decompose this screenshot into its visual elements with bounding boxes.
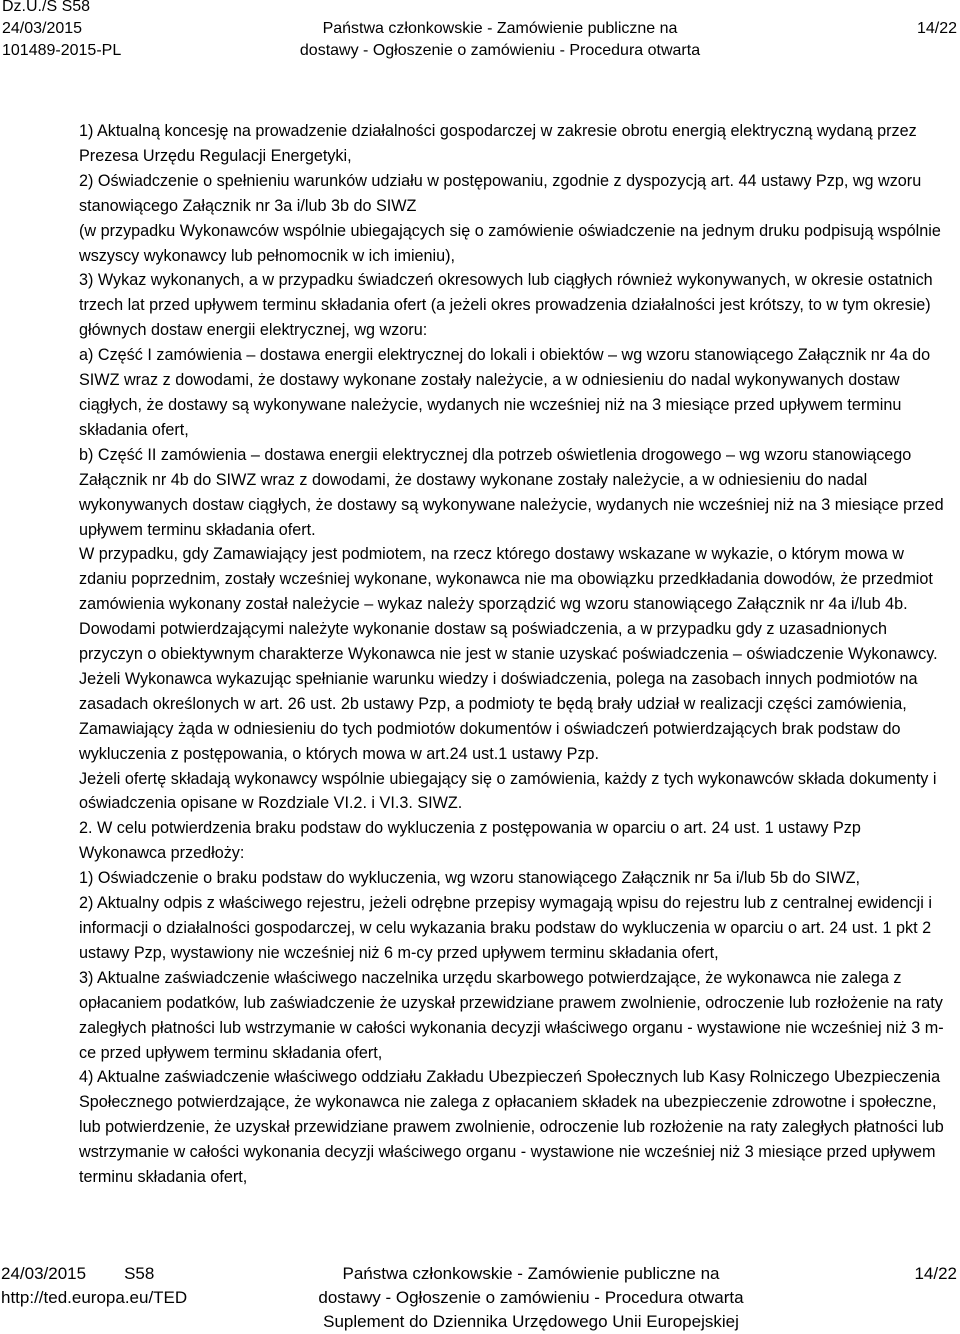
header-page-number: 14/22	[916, 20, 957, 37]
header-title-line-1: Państwa członkowskie - Zamówienie publiczne na	[322, 20, 678, 37]
paragraph: (w przypadku Wykonawców wspólnie ubiegających się o zamówienie oświadczenie na jednym druku podpisują wspólnie wszyscy wykonawcy lub pełnomocnik w ich imieniu),	[79, 221, 941, 265]
header-title-line-2: dostawy - Ogłoszenie o zamówieniu - Procedura otwarta	[299, 42, 701, 59]
paragraph: Jeżeli Wykonawca wykazując spełnianie warunku wiedzy i doświadczenia, polega na zasobach innych podmiotów na zasadach określonych w art. 26 ust. 2b ustawy Pzp, a podmioty te będą brały udział w realizacji części zamówienia, Zamawiający żąda w odniesieniu do tych podmiotów dokumentów i oświadczeń potwierdzających brak podstaw do wykluczenia z postępowania, o których mowa w art.24 ust.1 ustawy Pzp.	[79, 669, 918, 763]
footer-title	[318, 1262, 743, 1334]
paragraph: a) Część I zamówienia – dostawa energii elektrycznej do lokali i obiektów – wg wzoru stanowiącego Załącznik nr 4a do SIWZ wraz z dowodami, że dostawy wykonane zostały należycie, a w odniesieniu do nadal wykonywanych dostaw ciągłych, że dostawy są wykonywane należycie, wydanych nie wcześniej niż na 3 miesiące przed upływem terminu składania ofert,	[79, 346, 931, 439]
header-title	[300, 18, 700, 62]
notice-number: 101489-2015-PL	[2, 42, 122, 59]
paragraph: W przypadku, gdy Zamawiający jest podmiotem, na rzecz którego dostawy wskazane w wykazie, o którym mowa w zdaniu poprzednim, zostały wcześniej wykonane, wykonawca nie ma obowiązku przedkładania dowodów, że przedmiot zamówienia wykonany został należycie – wykaz należy sporządzić wg wzoru stanowiącego Załącznik nr 4a i/lub 4b.	[79, 545, 933, 614]
footer-url: http://ted.europa.eu/TED	[1, 1288, 188, 1307]
footer-title-line-2: dostawy - Ogłoszenie o zamówieniu - Procedura otwarta	[318, 1288, 744, 1307]
document-body	[79, 119, 951, 1190]
paragraph: 2) Oświadczenie o spełnieniu warunków udziału w postępowaniu, zgodnie z dyspozycją art. 44 ustawy Pzp, wg wzoru stanowiącego Załącznik nr 3a i/lub 3b do SIWZ	[79, 171, 922, 215]
footer-reference	[1, 1262, 187, 1310]
paragraph: 1) Oświadczenie o braku podstaw do wykluczenia, wg wzoru stanowiącego Załącznik nr 5a i/lub 5b do SIWZ,	[79, 869, 860, 888]
paragraph: 1) Aktualną koncesję na prowadzenie działalności gospodarczej w zakresie obrotu energią elektryczną wydaną przez Prezesa Urzędu Regulacji Energetyki,	[79, 122, 917, 165]
paragraph: 4) Aktualne zaświadczenie właściwego oddziału Zakładu Ubezpieczeń Społecznych lub Kasy Rolniczego Ubezpieczenia Społecznego potwierdzające, że wykonawca nie zalega z opłacaniem składek na ubezpieczenie zdrowotne i społeczne, lub potwierdzenie, że uzyskał przewidziane prawem zwolnienie, odroczenie lub rozłożenie na raty zaległych płatności lub wstrzymanie w całości wykonania decyzji właściwego organu - wystawione nie wcześniej niż 3 miesiące przed upływem terminu składania ofert,	[79, 1068, 944, 1187]
journal-reference: Dz.U./S S58	[2, 0, 91, 15]
paragraph: 2. W celu potwierdzenia braku podstaw do wykluczenia z postępowania w oparciu o art. 24 ust. 1 ustawy Pzp Wykonawca przedłoży:	[79, 819, 861, 863]
footer-date: 24/03/2015	[1, 1264, 87, 1283]
paragraph: 3) Wykaz wykonanych, a w przypadku świadczeń okresowych lub ciągłych również wykonywanych, w okresie ostatnich trzech lat przed upływem terminu składania ofert (a jeżeli okres prowadzenia działalności jest krótszy, to w tym okresie) głównych dostaw energii elektrycznej, wg wzoru:	[79, 271, 933, 340]
footer-series: S58	[124, 1264, 155, 1283]
paragraph: 3) Aktualne zaświadczenie właściwego naczelnika urzędu skarbowego potwierdzające, że wykonawca nie zalega z opłacaniem podatków, lub zaświadczenie że uzyskał przewidziane prawem zwolnienie, odroczenie lub rozłożenie na raty zaległych płatności lub wstrzymanie w całości wykonania decyzji właściwego organu - wystawione nie wcześniej niż 3 m-ce przed upływem terminu składania ofert,	[79, 968, 944, 1062]
footer-title-line-1: Państwa członkowskie - Zamówienie publiczne na	[342, 1264, 720, 1283]
paragraph: 2) Aktualny odpis z właściwego rejestru, jeżeli odrębne przepisy wymagają wpisu do rejestru lub z centralnej ewidencji i informacji o działalności gospodarczej, w celu wykazania braku podstaw do wykluczenia w oparciu o art. 24 ust. 1 pkt 2 ustawy Pzp, wystawiony nie wcześniej niż 6 m-cy przed upływem terminu składania ofert,	[79, 894, 932, 962]
footer-page-number: 14/22	[914, 1264, 957, 1283]
footer-title-line-3: Suplement do Dziennika Urzędowego Unii Europejskiej	[323, 1312, 739, 1331]
header-reference	[2, 0, 121, 62]
paragraph: Dowodami potwierdzającymi należyte wykonanie dostaw są poświadczenia, a w przypadku gdy z uzasadnionych przyczyn o obiektywnym charakterze Wykonawca nie jest w stanie uzyskać poświadczenia – oświadczenie Wykonawcy.	[79, 620, 938, 664]
paragraph: Jeżeli ofertę składają wykonawcy wspólnie ubiegający się o zamówienia, każdy z tych wykonawców składa dokumenty i oświadczenia opisane w Rozdziale VI.2. i VI.3. SIWZ.	[79, 769, 937, 813]
paragraph: b) Część II zamówienia – dostawa energii elektrycznej dla potrzeb oświetlenia drogowego – wg wzoru stanowiącego Załącznik nr 4b do SIWZ wraz z dowodami, że dostawy wykonane zostały należycie, a w odniesieniu do nadal wykonywanych dostaw ciągłych, że dostawy są wykonywane należycie, wydanych nie wcześniej niż na 3 miesiące przed upływem terminu składania ofert.	[79, 445, 944, 539]
header-date: 24/03/2015	[2, 20, 83, 37]
